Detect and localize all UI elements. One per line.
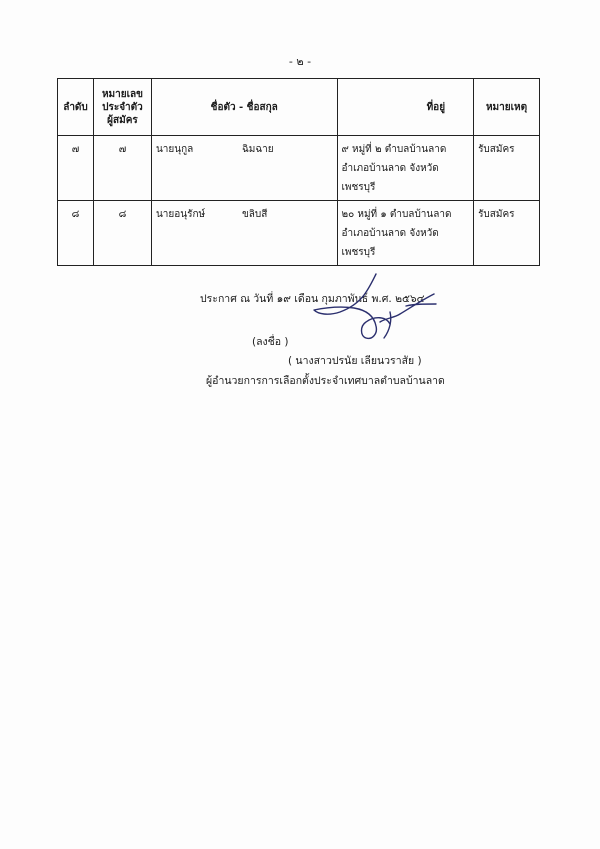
row-last-name: ฉิมฉาย xyxy=(241,144,274,155)
signer-name: ( นางสาวปรนัย เลียนวราสัย ) xyxy=(288,355,422,367)
candidates-table xyxy=(57,78,540,266)
header-candidate-number xyxy=(93,79,151,136)
signer-position: ผู้อำนวยการการเลือกตั้งประจำเทศบาลตำบลบ้านลาด xyxy=(206,375,445,387)
row-remark: รับสมัคร xyxy=(474,136,540,201)
row-first-name: นายนุกูล xyxy=(155,144,194,155)
row-address-line1: ๒๐ หมู่ที่ ๑ ตำบลบ้านลาด xyxy=(341,209,452,220)
header-name: ชื่อตัว - ชื่อสกุล xyxy=(151,79,337,136)
row-name xyxy=(151,201,337,266)
row-address-line2: อำเภอบ้านลาด จังหวัด xyxy=(341,163,439,174)
header-number-line1: หมายเลข xyxy=(101,88,143,100)
row-remark: รับสมัคร xyxy=(474,201,540,266)
row-address-line2: อำเภอบ้านลาด จังหวัด xyxy=(341,228,439,239)
row-address xyxy=(337,201,474,266)
header-order: ลำดับ xyxy=(58,79,94,136)
row-candidate-number: ๗ xyxy=(93,136,151,201)
header-remark: หมายเหตุ xyxy=(474,79,540,136)
row-address-line3: เพชรบุรี xyxy=(341,182,376,193)
row-address-line1: ๙ หมู่ที่ ๒ ตำบลบ้านลาด xyxy=(341,144,447,155)
row-address xyxy=(337,136,474,201)
signature-label: (ลงชื่อ ) xyxy=(252,336,289,348)
row-candidate-number: ๘ xyxy=(93,201,151,266)
row-last-name: ขลิบสี xyxy=(241,209,268,220)
header-number-line3: ผู้สมัคร xyxy=(107,114,138,126)
table-row xyxy=(58,201,540,266)
announcement-date: ประกาศ ณ วันที่ ๑๙ เดือน กุมภาพันธ์ พ.ศ. ๒๕๖๔ xyxy=(200,293,425,305)
row-order: ๘ xyxy=(58,201,94,266)
header-address: ที่อยู่ xyxy=(337,79,474,136)
header-number-line2: ประจำตัว xyxy=(102,101,143,113)
page-number: - ๒ - xyxy=(288,55,312,68)
row-order: ๗ xyxy=(58,136,94,201)
table-header-row xyxy=(58,79,540,136)
handwritten-signature xyxy=(310,268,440,348)
row-address-line3: เพชรบุรี xyxy=(341,247,376,258)
row-first-name: นายอนุรักษ์ xyxy=(155,209,206,220)
row-name xyxy=(151,136,337,201)
table-row xyxy=(58,136,540,201)
